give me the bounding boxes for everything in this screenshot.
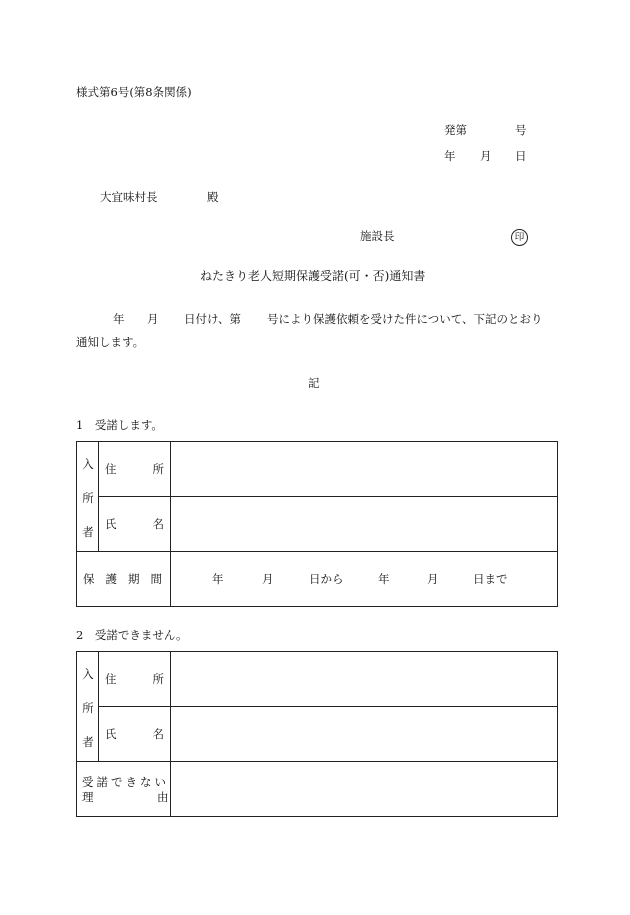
body-year: 年: [113, 312, 125, 326]
resident-char: 者: [82, 735, 94, 749]
name-char: 名: [152, 727, 164, 741]
date-year: 年: [444, 149, 456, 163]
seal-mark: 印: [511, 229, 528, 246]
body-text-1: 日付け、第: [184, 312, 242, 326]
period-char: 護: [105, 572, 117, 586]
address-char: 所: [152, 672, 164, 686]
document-title: ねたきり老人短期保護受諾(可・否)通知書: [200, 269, 426, 283]
address-char: 住: [105, 672, 117, 686]
name-field[interactable]: [171, 497, 558, 552]
resident-char: 入: [82, 667, 94, 681]
name-char: 氏: [105, 517, 117, 531]
period-month-2: 月: [427, 572, 439, 586]
recipient-name: 大宜味村長: [100, 190, 158, 204]
accept-table: [76, 441, 558, 607]
period-label: [77, 552, 171, 607]
name-char: 名: [152, 517, 164, 531]
address-char: 住: [105, 462, 117, 476]
name-label: [99, 497, 171, 552]
issue-number-suffix: 号: [515, 123, 527, 137]
reason-char: 由: [157, 790, 169, 804]
resident-char: 所: [82, 491, 94, 505]
resident-char: 入: [82, 457, 94, 471]
decline-table: [76, 651, 558, 817]
ki-mark: 記: [308, 376, 320, 390]
address-label: [99, 442, 171, 497]
name-char: 氏: [105, 727, 117, 741]
resident-char: 所: [82, 701, 94, 715]
resident-char: 者: [82, 525, 94, 539]
section1-heading: 1 受諾します。: [76, 418, 163, 432]
issue-number-prefix: 発第: [444, 123, 467, 137]
period-year-2: 年: [378, 572, 390, 586]
form-number: 様式第6号(第8条関係): [76, 85, 192, 99]
period-char: 保: [83, 572, 95, 586]
address-field[interactable]: [171, 442, 558, 497]
date-month: 月: [480, 149, 492, 163]
body-text-3: 通知します。: [76, 335, 145, 349]
period-day-1: 日から: [309, 572, 344, 586]
reason-field[interactable]: [171, 762, 558, 817]
section2-heading: 2 受諾できません。: [76, 628, 188, 642]
period-month-1: 月: [262, 572, 274, 586]
body-month: 月: [147, 312, 159, 326]
reason-label-line1: 受諾できない: [82, 775, 169, 789]
period-char: 間: [150, 572, 162, 586]
period-field[interactable]: [171, 552, 558, 607]
sender-title: 施設長: [360, 229, 395, 243]
period-char: 期: [128, 572, 140, 586]
address-label: [99, 652, 171, 707]
period-year-1: 年: [212, 572, 224, 586]
period-day-2: 日まで: [473, 572, 508, 586]
recipient-honorific: 殿: [207, 190, 219, 204]
name-field[interactable]: [171, 707, 558, 762]
resident-label: [77, 652, 99, 762]
reason-char: 理: [82, 790, 94, 804]
address-char: 所: [152, 462, 164, 476]
name-label: [99, 707, 171, 762]
reason-label: [77, 762, 171, 817]
resident-label: [77, 442, 99, 552]
address-field[interactable]: [171, 652, 558, 707]
body-text-2: 号により保護依頼を受けた件について、下記のとおり: [267, 312, 543, 326]
date-day: 日: [515, 149, 527, 163]
